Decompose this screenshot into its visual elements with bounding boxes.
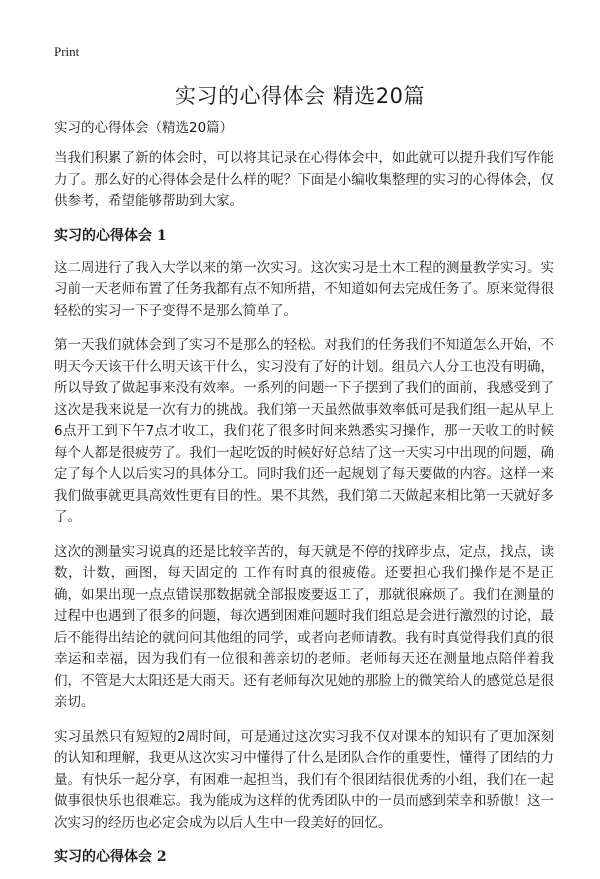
print-link[interactable]: Print — [54, 44, 80, 59]
article-body — [54, 118, 554, 879]
intro-paragraph: 当我们积累了新的体会时，可以将其记录在心得体会中，如此就可以提升我们写作能力了。那么好的心得体会是什么样的呢？下面是小编收集整理的实习的心得体会，仅供参考，希望能够帮助到大家。 — [54, 150, 554, 209]
section-heading-1: 实习的心得体会 1 — [54, 227, 167, 244]
section-heading-2: 实习的心得体会 2 — [54, 849, 167, 865]
section1-paragraph: 第一天我们就体会到了实习不是那么的轻松。对我们的任务我们不知道怎么开始，不明天今天该干什么明天该干什么，实习没有了好的计划。组员六人分工也没有明确，所以导致了做起事来没有效率。一系列的问题一下子摆到了我们的面前，我感受到了这次是我来说是一次有力的挑战。我们第一天虽然做事效率低可是我们组一起从早上6点开工到下午7点才收工，我们花了很多时间来熟悉实习操作，那一天收工的时候每个人都是很疲劳了。我们一起吃饭的时候好好总结了这一天实习中出现的问题，确定了每个人以后实习的具体分工。同时我们还一起规划了每天要做的内容。这样一来我们做事就更具高效性更有目的性。果不其然，我们第二天做起来相比第一天就好多了。 — [54, 337, 554, 525]
section1-paragraph: 这二周进行了我入大学以来的第一次实习。这次实习是土木工程的测量教学实习。实习前一天老师布置了任务我都有点不知所措，不知道如何去完成任务了。原来觉得很轻松的实习一下子变得不是那么简单了。 — [54, 259, 554, 319]
page-title: 实习的心得体会 精选20篇 — [175, 84, 425, 108]
section1-paragraph: 这次的测量实习说真的还是比较辛苦的，每天就是不停的找碎步点，定点，找点，读数，计数，画图，每天固定的 工作有时真的很疲倦。还要担心我们操作是不是正确，如果出现一点点错误那数据就全部报废要返工了，那就很麻烦了。我们在测量的过程中也遇到了很多的问题，每次遇到困难问题时我们组总是会进行激烈的讨论，最后不能得出结论的就问问其他组的同学，或者向老师请教。我有时真觉得我们真的很幸运和幸福，因为我们有一位很和善亲切的老师。老师每天还在测量地点陪伴着我们，不管是大太阳还是大雨天。还有老师每次见她的那脸上的微笑给人的感觉总是很亲切。 — [54, 543, 554, 710]
section1-paragraph: 实习虽然只有短短的2周时间，可是通过这次实习我不仅对课本的知识有了更加深刻的认知和理解，我更从这次实习中懂得了什么是团队合作的重要性，懂得了团结的力量。有快乐一起分享，有困难一起担当，我们有个很团结很优秀的小组，我们在一起做事很快乐也很难忘。我为能成为这样的优秀团队中的一员而感到荣幸和骄傲！这一次实习的经历也必定会成为以后人生中一段美好的回忆。 — [54, 728, 554, 831]
article-subtitle: 实习的心得体会（精选20篇） — [54, 120, 234, 136]
